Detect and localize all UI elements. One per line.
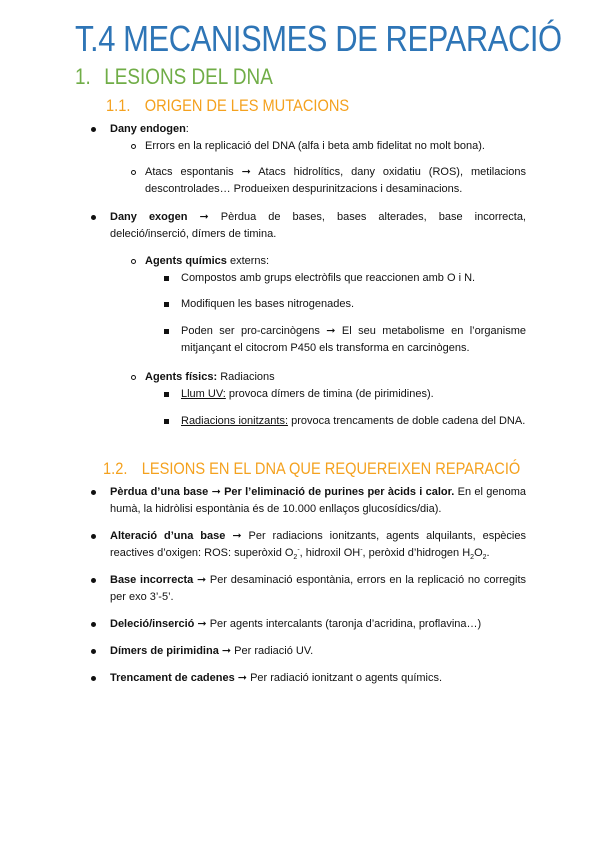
bullet-icon xyxy=(91,676,96,681)
subsection-heading-origen xyxy=(106,96,349,116)
subscript: 2 xyxy=(482,554,487,562)
subsection-heading-lesions xyxy=(103,459,520,479)
endogen-subitem-2: Atacs espontanis ➞ Atacs hidrolítics, dany oxidatiu (ROS), metilacions descontrolades… Produeixen despurinitzacions i desaminacions. xyxy=(145,166,526,195)
lesion-label: Alteració d’una base xyxy=(110,530,226,542)
endogen-colon: : xyxy=(185,123,189,135)
exogen-item xyxy=(110,209,526,243)
lesion-label: Deleció/inserció xyxy=(110,618,195,630)
quimics-label: Agents químics xyxy=(145,255,227,267)
section-heading-lesions xyxy=(75,64,273,90)
square-bullet-icon xyxy=(164,276,169,281)
quimics-subitem-2: Modifiquen les bases nitrogenades. xyxy=(181,298,355,310)
fisics-label: Agents físics: xyxy=(145,371,218,383)
page-title: T.4 MECANISMES DE REPARACIÓ xyxy=(75,18,562,59)
circle-bullet-icon xyxy=(131,259,136,264)
exogen-text: ➞ Pèrdua de bases, bases alterades, base incorrecta, deleció/inserció, dímers de timina. xyxy=(110,211,526,240)
square-bullet-icon xyxy=(164,329,169,334)
subscript: 2 xyxy=(470,554,475,562)
fisics-text: provoca dímers de timina (de pirimidines). xyxy=(225,388,434,400)
superscript: - xyxy=(360,546,363,554)
superscript: - xyxy=(297,546,300,554)
subscript: 2 xyxy=(293,554,298,562)
square-bullet-icon xyxy=(164,419,169,424)
bullet-icon xyxy=(91,578,96,583)
lesion-text: ➞ Per radiació ionitzant o agents químics. xyxy=(234,672,443,684)
subsection-number: 1.2. xyxy=(103,459,128,478)
quimics-suffix: externs: xyxy=(226,255,270,267)
subsection-label: LESIONS EN EL DNA QUE REQUEREIXEN REPARACIÓ xyxy=(141,459,521,478)
endogen-subitem-1: Errors en la replicació del DNA (alfa i beta amb fidelitat no molt bona). xyxy=(145,140,485,152)
lesion-incorrecta xyxy=(110,572,526,606)
lesion-label: Base incorrecta xyxy=(110,574,194,586)
lesion-text: ➞ Per radiació UV. xyxy=(218,645,314,657)
lesion-text: , hidroxil OH xyxy=(299,547,361,559)
endogen-item xyxy=(110,121,526,138)
lesion-alteracio xyxy=(110,528,526,562)
quimics-subitem-3: Poden ser pro-carcinògens ➞ El seu metabolisme en l’organisme mitjançant el citocrom P450 els transforma en carcinògens. xyxy=(181,325,526,354)
fisics-suffix: Radiacions xyxy=(217,371,275,383)
section-label: LESIONS DEL DNA xyxy=(104,64,273,89)
lesion-text: . xyxy=(486,547,490,559)
bullet-icon xyxy=(91,649,96,654)
lesion-dimers xyxy=(110,643,526,660)
lesion-text: En el genoma humà, la hidròlisi espontània és de 10.000 enllaços glucosídics/dia). xyxy=(110,486,526,515)
lesion-label: Pèrdua d’una base ➞ Per l’eliminació de purines per àcids i calor. xyxy=(110,486,455,498)
fisics-term: Radiacions ionitzants: xyxy=(181,415,289,427)
lesion-text: O xyxy=(474,547,483,559)
circle-bullet-icon xyxy=(131,170,136,175)
fisics-text: provoca trencaments de doble cadena del DNA. xyxy=(288,415,526,427)
exogen-label: Dany exogen xyxy=(110,211,188,223)
subsection-label: ORIGEN DE LES MUTACIONS xyxy=(144,96,350,115)
lesion-text: ➞ Per agents intercalants (taronja d’acridina, proflavina…) xyxy=(194,618,482,630)
fisics-subitem-1 xyxy=(181,386,526,403)
fisics-term: Llum UV: xyxy=(181,388,226,400)
bullet-icon xyxy=(91,490,96,495)
lesion-trencament xyxy=(110,670,526,687)
subsection-number: 1.1. xyxy=(106,96,131,115)
endogen-label: Dany endogen xyxy=(110,123,186,135)
lesion-text: ➞ Per desaminació espontània, errors en la replicació no corregits per exo 3’-5’. xyxy=(110,574,527,603)
bullet-icon xyxy=(91,127,96,132)
bullet-icon xyxy=(91,215,96,220)
lesion-label: Dímers de pirimidina xyxy=(110,645,219,657)
quimics-subitem-1: Compostos amb grups electròfils que reaccionen amb O i N. xyxy=(181,272,476,284)
quimics-item xyxy=(145,253,526,270)
lesion-label: Trencament de cadenes xyxy=(110,672,235,684)
fisics-subitem-2 xyxy=(181,413,526,430)
bullet-icon xyxy=(91,622,96,627)
bullet-icon xyxy=(91,534,96,539)
square-bullet-icon xyxy=(164,302,169,307)
section-number: 1. xyxy=(75,64,91,89)
lesion-delecio xyxy=(110,616,526,633)
lesion-text: , peròxid d’hidrogen H xyxy=(362,547,471,559)
lesion-perdua xyxy=(110,484,526,518)
square-bullet-icon xyxy=(164,392,169,397)
lesion-text: ➞ Per radiacions ionitzants, agents alquilants, espècies reactives d’oxigen: ROS: superòxid O xyxy=(110,530,526,559)
circle-bullet-icon xyxy=(131,375,136,380)
fisics-item xyxy=(145,369,526,386)
circle-bullet-icon xyxy=(131,144,136,149)
